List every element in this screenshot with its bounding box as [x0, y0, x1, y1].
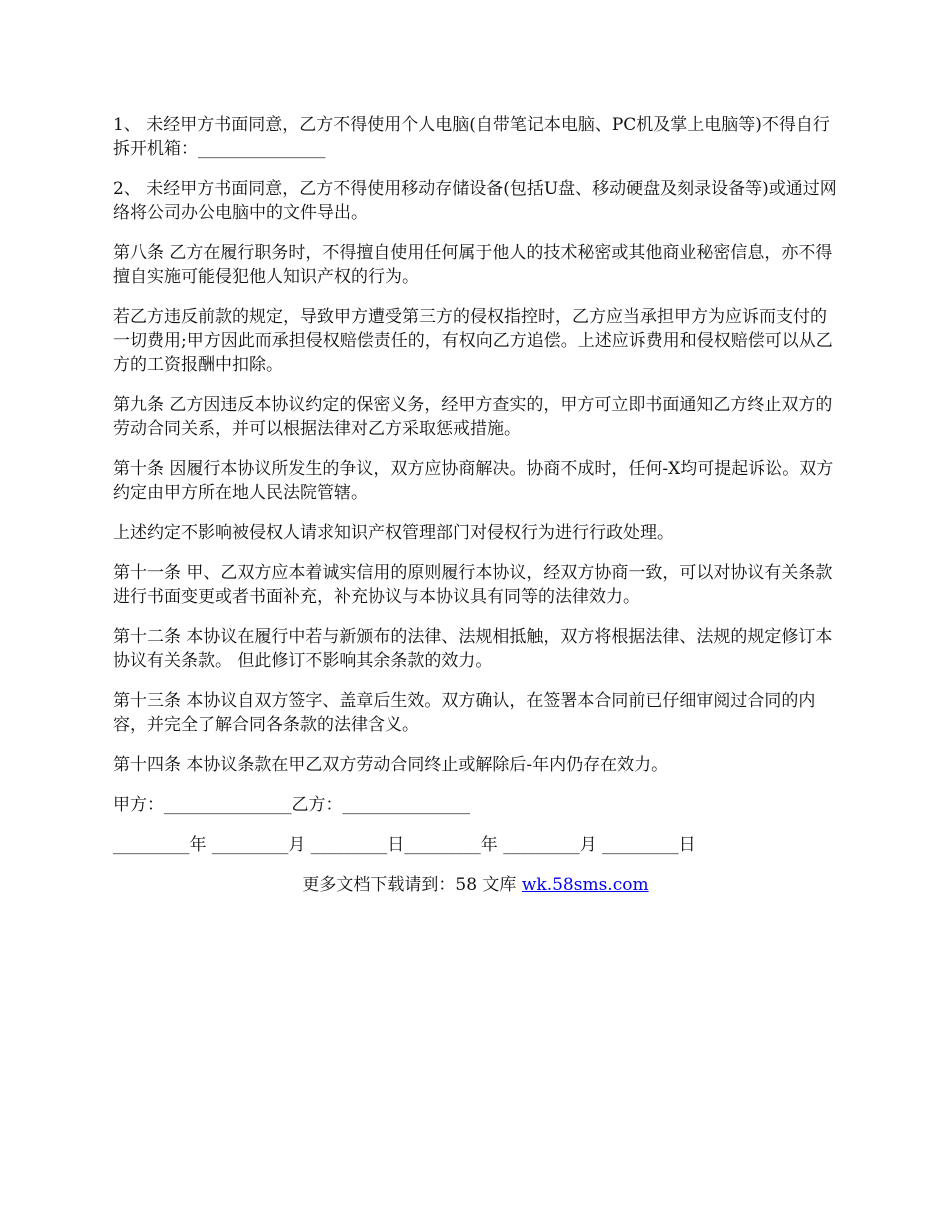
- signature-parties-line: 甲方：_______________乙方：_______________: [113, 795, 470, 815]
- signature-date-line: _________年 _________月 _________日_________年 _________月 _________日: [113, 835, 696, 855]
- article-12: 第十二条 本协议在履行中若与新颁布的法律、法规相抵触，双方将根据法律、法规的规定修订本协议有关条款。 但此修订不影响其余条款的效力。: [113, 627, 833, 671]
- footer-text: 更多文档下载请到：58 文库: [302, 875, 522, 895]
- article-8: 第八条 乙方在履行职务时，不得擅自使用任何属于他人的技术秘密或其他商业秘密信息，亦不得擅自实施可能侵犯他人知识产权的行为。: [113, 243, 833, 287]
- article-13: 第十三条 本协议自双方签字、盖章后生效。双方确认，在签署本合同前已仔细审阅过合同的内容，并完全了解合同各条款的法律含义。: [113, 691, 816, 735]
- article-10-paragraph-2: 上述约定不影响被侵权人请求知识产权管理部门对侵权行为进行行政处理。: [113, 523, 674, 543]
- article-11: 第十一条 甲、乙双方应本着诚实信用的原则履行本协议，经双方协商一致，可以对协议有关条款进行书面变更或者书面补充，补充协议与本协议具有同等的法律效力。: [113, 563, 833, 607]
- document-page: [113, 113, 838, 897]
- article-10: 第十条 因履行本协议所发生的争议，双方应协商解决。协商不成时，任何-X均可提起诉讼。双方约定由甲方所在地人民法院管辖。: [113, 459, 834, 503]
- footer-download-note: [113, 873, 838, 897]
- article-14: 第十四条 本协议条款在甲乙双方劳动合同终止或解除后-年内仍存在效力。: [113, 755, 669, 775]
- footer-site-link[interactable]: wk.58sms.com: [521, 875, 649, 895]
- clause-item-1: 1、 未经甲方书面同意，乙方不得使用个人电脑(自带笔记本电脑、PC机及掌上电脑等)不得自行拆开机箱：_______________: [113, 115, 830, 159]
- article-9: 第九条 乙方因违反本协议约定的保密义务，经甲方查实的，甲方可立即书面通知乙方终止双方的劳动合同关系，并可以根据法律对乙方采取惩戒措施。: [113, 395, 833, 439]
- clause-item-2: 2、 未经甲方书面同意，乙方不得使用移动存储设备(包括U盘、移动硬盘及刻录设备等)或通过网络将公司办公电脑中的文件导出。: [113, 179, 837, 223]
- article-8-paragraph-2: 若乙方违反前款的规定，导致甲方遭受第三方的侵权指控时，乙方应当承担甲方为应诉而支付的一切费用;甲方因此而承担侵权赔偿责任的，有权向乙方追偿。上述应诉费用和侵权赔偿可以从乙方的工资报酬中扣除。: [113, 307, 833, 375]
